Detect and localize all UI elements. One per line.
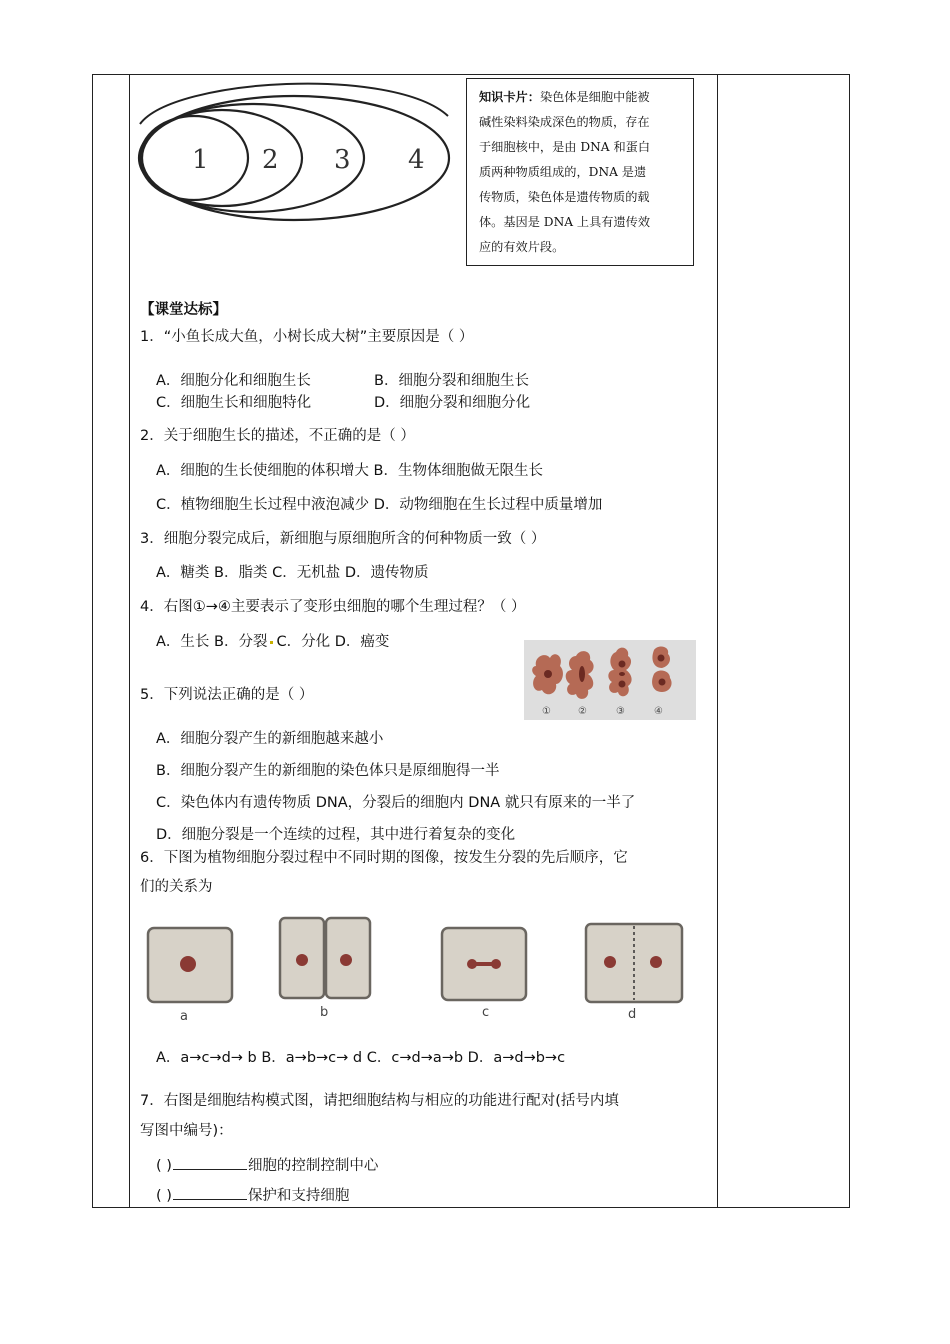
q7-item: [156, 1155, 378, 1176]
knowledge-card-line: 碱性染料染成深色的物质，存在: [479, 115, 650, 129]
q4-options-cd: C．分化 D．癌变: [276, 634, 390, 650]
q3-stem: 3．细胞分裂完成后，新细胞与原细胞所含的何种物质一致（ ）: [140, 531, 546, 547]
figure-label: a: [180, 1009, 188, 1024]
left-column-divider: [129, 74, 130, 1208]
knowledge-card-line: 传物质，染色体是遗传物质的载: [479, 190, 650, 204]
ellipse-label-4: 4: [408, 145, 425, 175]
q6-stem-line2: 们的关系为: [140, 879, 213, 895]
plant-cell-division-figure: [140, 908, 700, 1024]
q6-options: A．a→c→d→ b B．a→b→c→ d C．c→d→a→b D．a→d→b→c: [156, 1050, 566, 1066]
q5-option-b: B．细胞分裂产生的新细胞的染色体只是原细胞得一半: [156, 763, 500, 779]
q7-stem-line1: 7．右图是细胞结构模式图，请把细胞结构与相应的功能进行配对(括号内填: [140, 1093, 619, 1109]
q5-option-c: C．染色体内有遗传物质 DNA，分裂后的细胞内 DNA 就只有原来的一半了: [156, 795, 636, 811]
q7-item: [156, 1185, 349, 1206]
ellipse-label-3: 3: [334, 145, 351, 175]
knowledge-card: [466, 78, 694, 266]
figure-label: ④: [654, 706, 663, 717]
q5-option-a: A．细胞分裂产生的新细胞越来越小: [156, 731, 384, 747]
q1-option-a: A．细胞分化和细胞生长: [156, 373, 311, 389]
q4-options: [156, 632, 389, 652]
figure-label: ③: [616, 706, 625, 717]
figure-label: ②: [578, 706, 587, 717]
knowledge-card-line: 体。基因是 DNA 上具有遗传效: [479, 215, 651, 229]
knowledge-card-line: 染色体是细胞中能被: [539, 90, 650, 104]
amoeba-division-figure: [524, 640, 696, 720]
q4-options-ab: A．生长 B．分裂: [156, 634, 268, 650]
knowledge-card-heading: 知识卡片：: [479, 90, 540, 104]
knowledge-card-line: 质两种物质组成的，DNA 是遗: [479, 165, 647, 179]
figure-label: c: [482, 1005, 490, 1020]
q7-item-text: 细胞的控制控制中心: [247, 1158, 379, 1174]
q7-stem-line2: 写图中编号)：: [140, 1123, 233, 1139]
nested-ellipses-figure: [134, 76, 454, 240]
q5-option-d: D．细胞分裂是一个连续的过程，其中进行着复杂的变化: [156, 827, 516, 843]
figure-label: ①: [542, 706, 551, 717]
q1-stem: 1．“小鱼长成大鱼，小树长成大树”主要原因是（ ）: [140, 329, 474, 345]
ellipse-label-2: 2: [262, 145, 279, 175]
answer-bracket[interactable]: ( ): [156, 1158, 172, 1174]
q1-option-b: B．细胞分裂和细胞生长: [374, 373, 529, 389]
q3-options: A．糖类 B．脂类 C．无机盐 D．遗传物质: [156, 565, 429, 581]
knowledge-card-line: 应的有效片段。: [479, 240, 565, 254]
q1-option-d: D．细胞分裂和细胞分化: [374, 395, 531, 411]
q5-stem: 5．下列说法正确的是（ ）: [140, 687, 314, 703]
answer-bracket[interactable]: ( ): [156, 1188, 172, 1204]
ellipse-label-1: 1: [192, 145, 209, 175]
q2-options-line2: C．植物细胞生长过程中液泡减少 D．动物细胞在生长过程中质量增加: [156, 497, 603, 513]
stray-mark: [270, 641, 273, 644]
knowledge-card-line: 于细胞核中，是由 DNA 和蛋白: [479, 140, 651, 154]
figure-label: b: [320, 1005, 329, 1020]
section-title: 【课堂达标】: [140, 302, 227, 318]
q2-stem: 2．关于细胞生长的描述，不正确的是（ ）: [140, 428, 415, 444]
right-column-divider: [717, 74, 718, 1208]
q6-stem-line1: 6．下图为植物细胞分裂过程中不同时期的图像，按发生分裂的先后顺序，它: [140, 850, 628, 866]
figure-label: d: [628, 1007, 637, 1022]
answer-blank[interactable]: [173, 1155, 247, 1170]
q7-item-text: 保护和支持细胞: [247, 1188, 350, 1204]
answer-blank[interactable]: [173, 1185, 247, 1200]
q2-options-line1: A．细胞的生长使细胞的体积增大 B．生物体细胞做无限生长: [156, 463, 543, 479]
q1-option-c: C．细胞生长和细胞特化: [156, 395, 312, 411]
q4-stem: 4．右图①→④主要表示了变形虫细胞的哪个生理过程？（ ）: [140, 599, 526, 615]
